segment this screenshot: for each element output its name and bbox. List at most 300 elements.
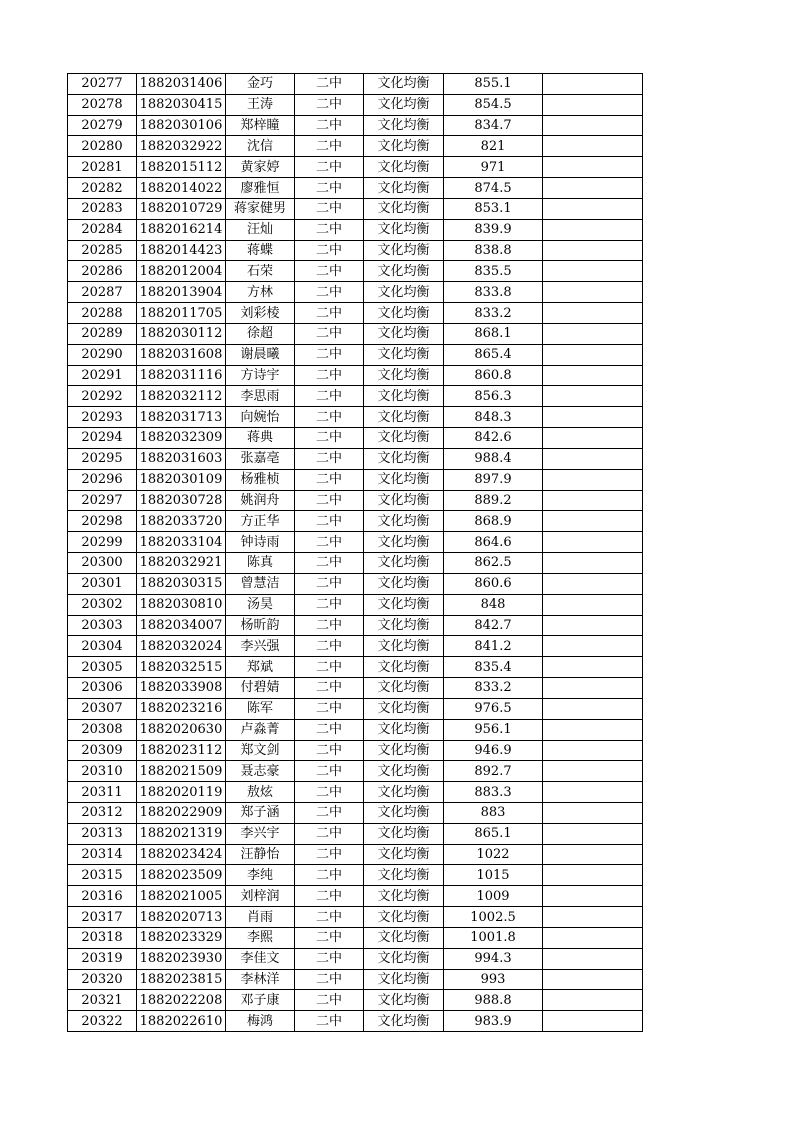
cell-score: 897.9 xyxy=(444,469,543,490)
cell-name: 郑文剑 xyxy=(226,740,295,761)
cell-note xyxy=(543,948,643,969)
cell-seq: 20316 xyxy=(68,886,137,907)
cell-seq: 20279 xyxy=(68,115,137,136)
cell-note xyxy=(543,115,643,136)
cell-exam-id: 1882032309 xyxy=(137,428,226,449)
cell-name: 郑子涵 xyxy=(226,802,295,823)
cell-name: 金巧 xyxy=(226,74,295,95)
cell-score: 883.3 xyxy=(444,782,543,803)
cell-note xyxy=(543,303,643,324)
cell-seq: 20277 xyxy=(68,74,137,95)
cell-exam-id: 1882032922 xyxy=(137,136,226,157)
cell-note xyxy=(543,657,643,678)
cell-category: 文化均衡 xyxy=(364,698,444,719)
cell-score: 833.2 xyxy=(444,678,543,699)
cell-name: 徐超 xyxy=(226,323,295,344)
table-row xyxy=(68,761,643,782)
cell-exam-id: 1882023216 xyxy=(137,698,226,719)
cell-school: 二中 xyxy=(295,782,364,803)
cell-name: 张嘉亳 xyxy=(226,448,295,469)
cell-note xyxy=(543,511,643,532)
cell-exam-id: 1882021509 xyxy=(137,761,226,782)
cell-seq: 20305 xyxy=(68,657,137,678)
cell-category: 文化均衡 xyxy=(364,886,444,907)
cell-exam-id: 1882012004 xyxy=(137,261,226,282)
table-row xyxy=(68,74,643,95)
cell-category: 文化均衡 xyxy=(364,782,444,803)
cell-category: 文化均衡 xyxy=(364,178,444,199)
cell-seq: 20306 xyxy=(68,678,137,699)
cell-name: 谢晨曦 xyxy=(226,344,295,365)
cell-seq: 20290 xyxy=(68,344,137,365)
cell-score: 821 xyxy=(444,136,543,157)
cell-name: 蒋蝶 xyxy=(226,240,295,261)
cell-seq: 20315 xyxy=(68,865,137,886)
cell-school: 二中 xyxy=(295,511,364,532)
cell-exam-id: 1882030810 xyxy=(137,594,226,615)
table-row xyxy=(68,844,643,865)
cell-exam-id: 1882023509 xyxy=(137,865,226,886)
cell-score: 853.1 xyxy=(444,198,543,219)
cell-exam-id: 1882023424 xyxy=(137,844,226,865)
cell-school: 二中 xyxy=(295,240,364,261)
cell-seq: 20285 xyxy=(68,240,137,261)
cell-school: 二中 xyxy=(295,428,364,449)
cell-name: 汤昊 xyxy=(226,594,295,615)
cell-exam-id: 1882033104 xyxy=(137,532,226,553)
cell-exam-id: 1882023329 xyxy=(137,927,226,948)
cell-name: 向婉怡 xyxy=(226,407,295,428)
cell-name: 汪灿 xyxy=(226,219,295,240)
cell-school: 二中 xyxy=(295,94,364,115)
cell-school: 二中 xyxy=(295,219,364,240)
table-row xyxy=(68,615,643,636)
cell-category: 文化均衡 xyxy=(364,136,444,157)
cell-exam-id: 1882032921 xyxy=(137,553,226,574)
cell-score: 842.7 xyxy=(444,615,543,636)
cell-category: 文化均衡 xyxy=(364,615,444,636)
cell-category: 文化均衡 xyxy=(364,323,444,344)
table-row xyxy=(68,94,643,115)
cell-school: 二中 xyxy=(295,136,364,157)
cell-exam-id: 1882023112 xyxy=(137,740,226,761)
cell-score: 946.9 xyxy=(444,740,543,761)
table-row xyxy=(68,1011,643,1032)
cell-school: 二中 xyxy=(295,573,364,594)
table-row xyxy=(68,178,643,199)
cell-exam-id: 1882020630 xyxy=(137,719,226,740)
table-row xyxy=(68,886,643,907)
cell-category: 文化均衡 xyxy=(364,1011,444,1032)
cell-note xyxy=(543,1011,643,1032)
cell-score: 868.1 xyxy=(444,323,543,344)
cell-score: 993 xyxy=(444,969,543,990)
cell-name: 钟诗雨 xyxy=(226,532,295,553)
table-row xyxy=(68,802,643,823)
cell-category: 文化均衡 xyxy=(364,636,444,657)
cell-name: 蒋典 xyxy=(226,428,295,449)
cell-seq: 20291 xyxy=(68,365,137,386)
cell-category: 文化均衡 xyxy=(364,490,444,511)
cell-exam-id: 1882015112 xyxy=(137,157,226,178)
cell-score: 862.5 xyxy=(444,553,543,574)
cell-school: 二中 xyxy=(295,678,364,699)
table-row xyxy=(68,969,643,990)
cell-name: 梅鸿 xyxy=(226,1011,295,1032)
cell-score: 976.5 xyxy=(444,698,543,719)
cell-name: 郑斌 xyxy=(226,657,295,678)
cell-school: 二中 xyxy=(295,386,364,407)
cell-note xyxy=(543,94,643,115)
cell-note xyxy=(543,323,643,344)
cell-seq: 20283 xyxy=(68,198,137,219)
cell-score: 854.5 xyxy=(444,94,543,115)
cell-name: 李纯 xyxy=(226,865,295,886)
cell-category: 文化均衡 xyxy=(364,823,444,844)
cell-note xyxy=(543,969,643,990)
cell-name: 刘彩棱 xyxy=(226,303,295,324)
cell-note xyxy=(543,448,643,469)
cell-name: 黄家婷 xyxy=(226,157,295,178)
cell-exam-id: 1882030315 xyxy=(137,573,226,594)
cell-school: 二中 xyxy=(295,407,364,428)
table-row xyxy=(68,157,643,178)
cell-note xyxy=(543,219,643,240)
cell-exam-id: 1882020713 xyxy=(137,907,226,928)
cell-score: 834.7 xyxy=(444,115,543,136)
cell-note xyxy=(543,719,643,740)
cell-note xyxy=(543,802,643,823)
cell-school: 二中 xyxy=(295,344,364,365)
cell-score: 1002.5 xyxy=(444,907,543,928)
cell-note xyxy=(543,240,643,261)
cell-seq: 20281 xyxy=(68,157,137,178)
cell-name: 陈军 xyxy=(226,698,295,719)
cell-category: 文化均衡 xyxy=(364,802,444,823)
cell-score: 983.9 xyxy=(444,1011,543,1032)
table-body xyxy=(68,74,643,1032)
cell-note xyxy=(543,407,643,428)
cell-category: 文化均衡 xyxy=(364,678,444,699)
cell-note xyxy=(543,178,643,199)
cell-school: 二中 xyxy=(295,698,364,719)
cell-seq: 20307 xyxy=(68,698,137,719)
cell-seq: 20278 xyxy=(68,94,137,115)
cell-note xyxy=(543,615,643,636)
table-row xyxy=(68,573,643,594)
cell-exam-id: 1882011705 xyxy=(137,303,226,324)
cell-score: 835.4 xyxy=(444,657,543,678)
table-row xyxy=(68,115,643,136)
cell-exam-id: 1882021005 xyxy=(137,886,226,907)
cell-score: 842.6 xyxy=(444,428,543,449)
cell-score: 833.2 xyxy=(444,303,543,324)
cell-score: 1015 xyxy=(444,865,543,886)
cell-exam-id: 1882023815 xyxy=(137,969,226,990)
cell-school: 二中 xyxy=(295,990,364,1011)
cell-category: 文化均衡 xyxy=(364,511,444,532)
cell-school: 二中 xyxy=(295,178,364,199)
cell-note xyxy=(543,678,643,699)
cell-score: 864.6 xyxy=(444,532,543,553)
cell-school: 二中 xyxy=(295,157,364,178)
cell-score: 1001.8 xyxy=(444,927,543,948)
cell-score: 848.3 xyxy=(444,407,543,428)
cell-school: 二中 xyxy=(295,490,364,511)
cell-note xyxy=(543,365,643,386)
cell-note xyxy=(543,282,643,303)
cell-seq: 20288 xyxy=(68,303,137,324)
cell-score: 1022 xyxy=(444,844,543,865)
cell-score: 860.6 xyxy=(444,573,543,594)
table-row xyxy=(68,990,643,1011)
table-row xyxy=(68,240,643,261)
cell-category: 文化均衡 xyxy=(364,532,444,553)
cell-name: 汪静怡 xyxy=(226,844,295,865)
cell-score: 848 xyxy=(444,594,543,615)
cell-school: 二中 xyxy=(295,115,364,136)
cell-school: 二中 xyxy=(295,532,364,553)
cell-exam-id: 1882031713 xyxy=(137,407,226,428)
cell-category: 文化均衡 xyxy=(364,407,444,428)
cell-name: 杨雅桢 xyxy=(226,469,295,490)
cell-school: 二中 xyxy=(295,761,364,782)
score-table xyxy=(67,73,643,1032)
cell-note xyxy=(543,344,643,365)
cell-seq: 20302 xyxy=(68,594,137,615)
cell-score: 994.3 xyxy=(444,948,543,969)
cell-name: 杨昕韵 xyxy=(226,615,295,636)
cell-school: 二中 xyxy=(295,198,364,219)
cell-school: 二中 xyxy=(295,969,364,990)
cell-score: 865.1 xyxy=(444,823,543,844)
cell-category: 文化均衡 xyxy=(364,844,444,865)
cell-score: 889.2 xyxy=(444,490,543,511)
cell-note xyxy=(543,844,643,865)
cell-exam-id: 1882031116 xyxy=(137,365,226,386)
cell-note xyxy=(543,782,643,803)
cell-note xyxy=(543,886,643,907)
cell-seq: 20303 xyxy=(68,615,137,636)
cell-category: 文化均衡 xyxy=(364,303,444,324)
cell-note xyxy=(543,573,643,594)
cell-school: 二中 xyxy=(295,303,364,324)
cell-seq: 20295 xyxy=(68,448,137,469)
cell-category: 文化均衡 xyxy=(364,365,444,386)
cell-category: 文化均衡 xyxy=(364,719,444,740)
cell-exam-id: 1882032112 xyxy=(137,386,226,407)
cell-seq: 20310 xyxy=(68,761,137,782)
cell-seq: 20319 xyxy=(68,948,137,969)
cell-score: 988.8 xyxy=(444,990,543,1011)
cell-school: 二中 xyxy=(295,74,364,95)
cell-note xyxy=(543,74,643,95)
cell-name: 李林洋 xyxy=(226,969,295,990)
table-row xyxy=(68,553,643,574)
cell-seq: 20308 xyxy=(68,719,137,740)
cell-score: 856.3 xyxy=(444,386,543,407)
table-row xyxy=(68,303,643,324)
table-row xyxy=(68,136,643,157)
cell-name: 方正华 xyxy=(226,511,295,532)
cell-note xyxy=(543,990,643,1011)
table-row xyxy=(68,448,643,469)
table-row xyxy=(68,365,643,386)
cell-exam-id: 1882022909 xyxy=(137,802,226,823)
table-row xyxy=(68,261,643,282)
table-row xyxy=(68,678,643,699)
table-row xyxy=(68,219,643,240)
cell-score: 868.9 xyxy=(444,511,543,532)
cell-category: 文化均衡 xyxy=(364,282,444,303)
cell-school: 二中 xyxy=(295,615,364,636)
cell-category: 文化均衡 xyxy=(364,865,444,886)
cell-seq: 20309 xyxy=(68,740,137,761)
cell-category: 文化均衡 xyxy=(364,990,444,1011)
cell-exam-id: 1882031603 xyxy=(137,448,226,469)
cell-name: 李兴强 xyxy=(226,636,295,657)
cell-seq: 20317 xyxy=(68,907,137,928)
cell-exam-id: 1882030112 xyxy=(137,323,226,344)
cell-note xyxy=(543,907,643,928)
cell-score: 838.8 xyxy=(444,240,543,261)
cell-exam-id: 1882030728 xyxy=(137,490,226,511)
cell-school: 二中 xyxy=(295,719,364,740)
cell-seq: 20320 xyxy=(68,969,137,990)
table-row xyxy=(68,907,643,928)
cell-exam-id: 1882030415 xyxy=(137,94,226,115)
cell-exam-id: 1882016214 xyxy=(137,219,226,240)
cell-exam-id: 1882034007 xyxy=(137,615,226,636)
table-row xyxy=(68,782,643,803)
cell-name: 沈信 xyxy=(226,136,295,157)
cell-score: 865.4 xyxy=(444,344,543,365)
cell-exam-id: 1882013904 xyxy=(137,282,226,303)
cell-name: 卢淼菁 xyxy=(226,719,295,740)
cell-school: 二中 xyxy=(295,927,364,948)
table-row xyxy=(68,428,643,449)
cell-note xyxy=(543,636,643,657)
cell-exam-id: 1882033720 xyxy=(137,511,226,532)
cell-seq: 20312 xyxy=(68,802,137,823)
table-row xyxy=(68,511,643,532)
cell-school: 二中 xyxy=(295,282,364,303)
cell-score: 841.2 xyxy=(444,636,543,657)
cell-school: 二中 xyxy=(295,657,364,678)
cell-name: 陈真 xyxy=(226,553,295,574)
cell-name: 邓子康 xyxy=(226,990,295,1011)
cell-score: 1009 xyxy=(444,886,543,907)
cell-exam-id: 1882021319 xyxy=(137,823,226,844)
cell-note xyxy=(543,261,643,282)
cell-school: 二中 xyxy=(295,594,364,615)
cell-category: 文化均衡 xyxy=(364,115,444,136)
cell-school: 二中 xyxy=(295,261,364,282)
table-row xyxy=(68,657,643,678)
cell-seq: 20321 xyxy=(68,990,137,1011)
cell-score: 855.1 xyxy=(444,74,543,95)
cell-name: 敖炫 xyxy=(226,782,295,803)
cell-note xyxy=(543,490,643,511)
table-row xyxy=(68,865,643,886)
cell-note xyxy=(543,823,643,844)
cell-name: 蒋家健男 xyxy=(226,198,295,219)
cell-seq: 20299 xyxy=(68,532,137,553)
cell-name: 李兴宇 xyxy=(226,823,295,844)
cell-category: 文化均衡 xyxy=(364,907,444,928)
cell-exam-id: 1882022610 xyxy=(137,1011,226,1032)
cell-school: 二中 xyxy=(295,469,364,490)
cell-category: 文化均衡 xyxy=(364,261,444,282)
table-row xyxy=(68,344,643,365)
cell-exam-id: 1882022208 xyxy=(137,990,226,1011)
cell-category: 文化均衡 xyxy=(364,594,444,615)
cell-seq: 20314 xyxy=(68,844,137,865)
cell-exam-id: 1882030109 xyxy=(137,469,226,490)
table-row xyxy=(68,927,643,948)
cell-exam-id: 1882032515 xyxy=(137,657,226,678)
cell-seq: 20294 xyxy=(68,428,137,449)
cell-exam-id: 1882020119 xyxy=(137,782,226,803)
cell-note xyxy=(543,553,643,574)
table-row xyxy=(68,823,643,844)
cell-note xyxy=(543,865,643,886)
table-row xyxy=(68,948,643,969)
cell-score: 892.7 xyxy=(444,761,543,782)
table-row xyxy=(68,532,643,553)
cell-school: 二中 xyxy=(295,907,364,928)
cell-exam-id: 1882030106 xyxy=(137,115,226,136)
cell-note xyxy=(543,594,643,615)
cell-seq: 20313 xyxy=(68,823,137,844)
cell-note xyxy=(543,469,643,490)
table-row xyxy=(68,386,643,407)
cell-note xyxy=(543,927,643,948)
cell-name: 肖雨 xyxy=(226,907,295,928)
cell-seq: 20300 xyxy=(68,553,137,574)
cell-score: 833.8 xyxy=(444,282,543,303)
cell-note xyxy=(543,740,643,761)
cell-seq: 20298 xyxy=(68,511,137,532)
cell-category: 文化均衡 xyxy=(364,448,444,469)
cell-seq: 20318 xyxy=(68,927,137,948)
cell-category: 文化均衡 xyxy=(364,553,444,574)
cell-category: 文化均衡 xyxy=(364,386,444,407)
cell-name: 石荣 xyxy=(226,261,295,282)
cell-school: 二中 xyxy=(295,323,364,344)
cell-school: 二中 xyxy=(295,948,364,969)
table-row xyxy=(68,490,643,511)
cell-name: 郑梓瞳 xyxy=(226,115,295,136)
cell-seq: 20280 xyxy=(68,136,137,157)
cell-name: 刘梓润 xyxy=(226,886,295,907)
table-row xyxy=(68,740,643,761)
cell-score: 971 xyxy=(444,157,543,178)
table-row xyxy=(68,719,643,740)
cell-score: 835.5 xyxy=(444,261,543,282)
cell-seq: 20282 xyxy=(68,178,137,199)
table-row xyxy=(68,323,643,344)
cell-score: 860.8 xyxy=(444,365,543,386)
cell-name: 聂志豪 xyxy=(226,761,295,782)
cell-school: 二中 xyxy=(295,740,364,761)
cell-exam-id: 1882031406 xyxy=(137,74,226,95)
cell-exam-id: 1882033908 xyxy=(137,678,226,699)
cell-score: 883 xyxy=(444,802,543,823)
table-row xyxy=(68,407,643,428)
cell-exam-id: 1882023930 xyxy=(137,948,226,969)
cell-seq: 20322 xyxy=(68,1011,137,1032)
